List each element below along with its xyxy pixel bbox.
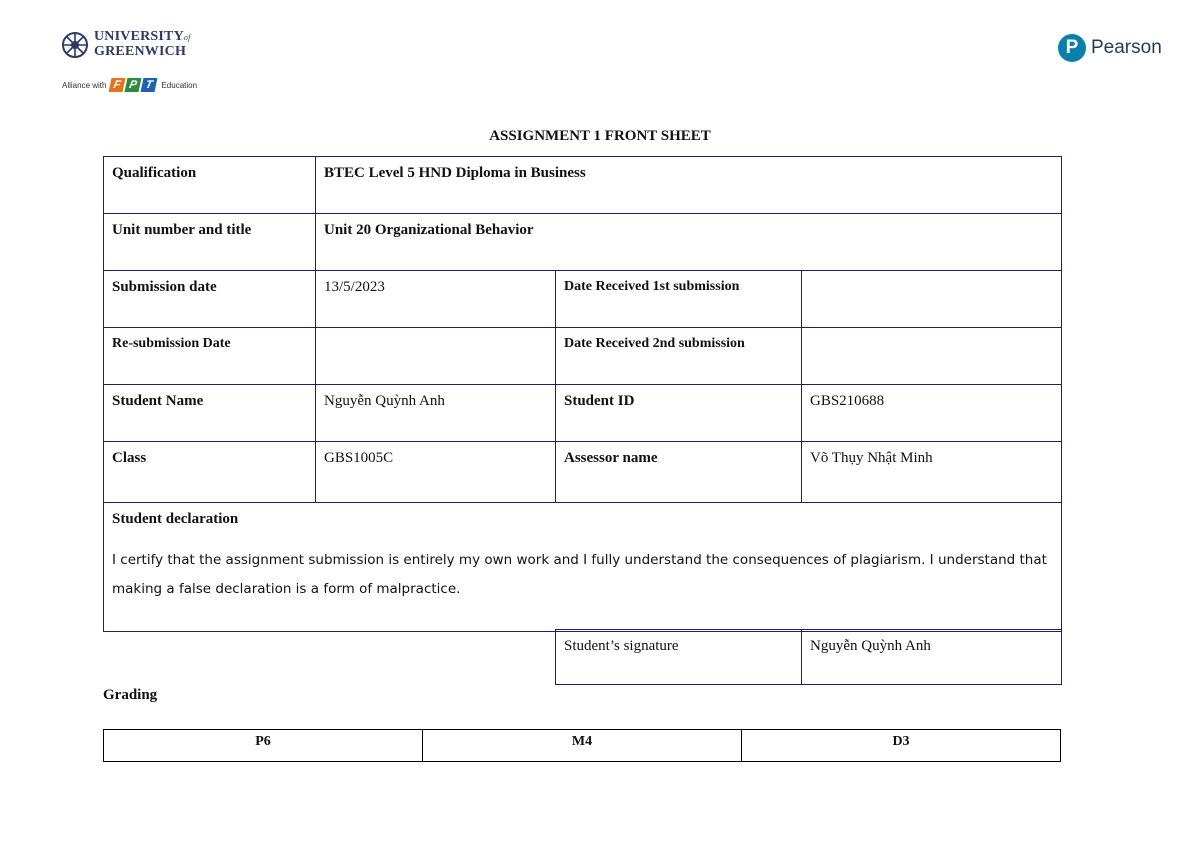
pearson-wordmark: Pearson	[1091, 37, 1162, 58]
grade-d3: D3	[742, 730, 1061, 762]
received-2nd-value	[802, 328, 1062, 385]
fpt-letter-p: P	[125, 78, 142, 92]
class-row	[104, 442, 1062, 503]
declaration-heading: Student declaration	[112, 511, 239, 527]
signature-table	[555, 629, 1062, 685]
unit-value: Unit 20 Organizational Behavior	[316, 214, 1062, 271]
unit-label: Unit number and title	[104, 214, 316, 271]
received-1st-label: Date Received 1st submission	[556, 271, 802, 328]
resubmission-row	[104, 328, 1062, 385]
student-id-label: Student ID	[556, 385, 802, 442]
class-label: Class	[104, 442, 316, 503]
university-name: UNIVERSITYof GREENWICH	[94, 29, 191, 59]
received-2nd-label: Date Received 2nd submission	[556, 328, 802, 385]
qualification-value: BTEC Level 5 HND Diploma in Business	[316, 157, 1062, 214]
greenwich-emblem-icon	[62, 32, 88, 58]
assessor-label: Assessor name	[556, 442, 802, 503]
qualification-row	[104, 157, 1062, 214]
signature-value: Nguyễn Quỳnh Anh	[802, 630, 1062, 685]
university-of-greenwich-logo	[62, 30, 202, 92]
resubmission-date-label: Re-submission Date	[104, 328, 316, 385]
signature-label: Student’s signature	[556, 630, 802, 685]
submission-row	[104, 271, 1062, 328]
declaration-text: I certify that the assignment submission is entirely my own work and I fully understand the consequences of plagiarism. I understand that making a false declaration is a form of malpractice.	[112, 552, 1047, 597]
fpt-letter-t: T	[141, 78, 158, 92]
qualification-label: Qualification	[104, 157, 316, 214]
unit-row	[104, 214, 1062, 271]
grading-row	[104, 730, 1061, 762]
received-1st-value	[802, 271, 1062, 328]
class-value: GBS1005C	[316, 442, 556, 503]
alliance-prefix: Alliance with	[62, 80, 107, 90]
student-name-value: Nguyễn Quỳnh Anh	[316, 385, 556, 442]
grade-p6: P6	[104, 730, 423, 762]
alliance-suffix: Education	[161, 80, 198, 90]
declaration-cell	[104, 503, 1062, 632]
grade-m4: M4	[423, 730, 742, 762]
student-name-label: Student Name	[104, 385, 316, 442]
signature-row	[556, 630, 1062, 685]
page-title: ASSIGNMENT 1 FRONT SHEET	[489, 128, 711, 144]
fpt-letter-f: F	[109, 78, 126, 92]
pearson-logo	[1058, 32, 1162, 64]
grading-table	[103, 729, 1061, 762]
resubmission-date-value	[316, 328, 556, 385]
pearson-mark-icon: P	[1058, 34, 1086, 62]
submission-date-value: 13/5/2023	[316, 271, 556, 328]
student-id-value: GBS210688	[802, 385, 1062, 442]
submission-date-label: Submission date	[104, 271, 316, 328]
fpt-alliance-logo	[62, 74, 197, 96]
grading-label: Grading	[103, 687, 158, 703]
assessor-value: Võ Thụy Nhật Minh	[802, 442, 1062, 503]
front-sheet-table	[103, 156, 1062, 632]
student-row	[104, 385, 1062, 442]
declaration-row	[104, 503, 1062, 632]
